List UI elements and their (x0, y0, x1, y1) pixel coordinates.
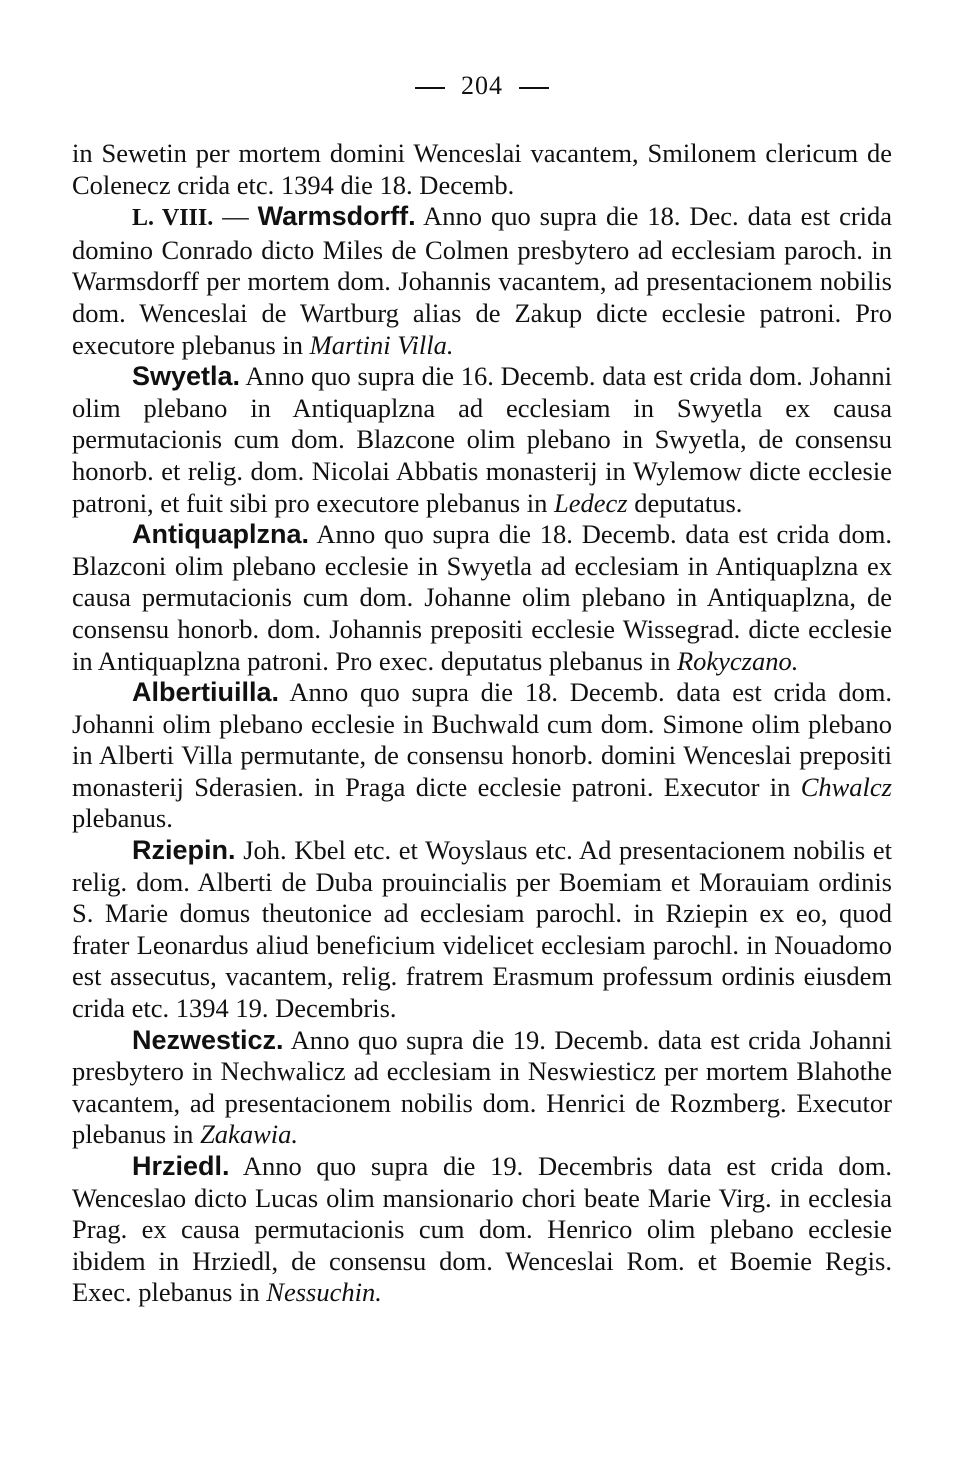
entry-antiquaplzna (72, 519, 892, 677)
entry-text: Anno quo supra die 18. Decemb. data est crida dom. Blazconi olim plebano ecclesie in Swyetla ad ecclesiam in Antiquaplzna ex causa permutacionis cum dom. Johanne olim plebano in Antiquaplzna, de consensu honorb. dom. Johannis prepositi ecclesie Wissegrad. dicte ecclesie in Antiquaplzna patroni. Pro exec. deputatus plebanus in (72, 519, 892, 676)
entry-place-italic: Rokyczano. (676, 645, 799, 676)
entry-nezwesticz (72, 1025, 892, 1151)
entry-heading: Rziepin. (132, 835, 236, 866)
entry-heading: Hrziedl. (132, 1151, 230, 1181)
entry-place-italic: Ledecz (554, 487, 628, 518)
entry-text: Anno quo supra die 18. Decemb. data est crida dom. Johanni olim plebano ecclesie in Buchwald cum dom. Simone olim plebano in Alberti Villa permutante, de consensu honorb. domini Wenceslai prepositi monasterij Sderasien. in Praga dicte ecclesie patroni. Executor in (72, 677, 892, 802)
entry-heading: Nezwesticz. (132, 1024, 284, 1055)
entry-swyetla (72, 361, 892, 519)
page-number-line (72, 70, 892, 102)
page-number-dash-right (519, 87, 549, 89)
paragraph-text: in Sewetin per mortem domini Wenceslai vacantem, Smilonem clericum de Colenecz crida etc. 1394 die 18. Decemb. (72, 138, 892, 200)
page-number-dash-left (415, 87, 445, 89)
entry-place-italic: Martini Villa. (309, 329, 454, 360)
entry-place-italic: Zakawia. (200, 1119, 298, 1150)
entry-place-italic: Nessuchin. (266, 1277, 382, 1308)
section-marker: L. VIII. (132, 205, 214, 232)
entry-heading: Warmsdorff. (257, 201, 416, 232)
page-number: 204 (461, 71, 503, 100)
document-page (72, 70, 892, 1309)
entry-text: Anno quo supra die 19. Decemb. data est crida Johanni presbytero in Nechwalicz ad ecclesiam in Neswiesticz per mortem Blahothe vacantem, ad presentacionem nobilis dom. Henrici de Rozmberg. Executor plebanus in (72, 1024, 893, 1150)
entry-heading: Albertiuilla. (132, 677, 280, 708)
entry-text-end: deputatus. (634, 487, 743, 518)
paragraph-continuation (72, 138, 892, 201)
entry-albertiuilla (72, 677, 892, 835)
entry-heading: Antiquaplzna. (132, 519, 309, 550)
entry-rziepin (72, 835, 892, 1025)
entry-hrziedl (72, 1151, 892, 1309)
entry-text: Joh. Kbel etc. et Woyslaus etc. Ad presentacionem nobilis et relig. dom. Alberti de Duba prouincialis per Boemiam et Morauiam ordinis S. Marie domus theutonice ad ecclesiam parochl. in Rziepin ex eo, quod frater Leonardus aliud beneficium videlicet ecclesiam parochl. in Nouadomo est assecutus, vacantem, relig. fratrem Erasmum professum ordinis eiusdem crida etc. 1394 19. Decembris. (72, 835, 892, 1024)
entry-text: Anno quo supra die 19. Decembris data est crida dom. Wenceslao dicto Lucas olim mansionario chori beate Marie Virg. in ecclesia Prag. ex causa permutacionis cum dom. Henrico olim plebano ecclesie ibidem in Hrziedl, de consensu dom. Wenceslai Rom. et Boemie Regis. Exec. plebanus in (72, 1151, 892, 1308)
entry-warmsdorff (72, 201, 892, 361)
entry-text: Anno quo supra die 18. Dec. data est crida domino Conrado dicto Miles de Colmen presbytero ad ecclesiam paroch. in Warmsdorff per mortem dom. Johannis vacantem, ad presentacionem nobilis dom. Wenceslai de Wartburg alias de Zakup dicte ecclesie patroni. Pro executore plebanus in (72, 201, 893, 360)
entry-place-italic: Chwalcz (800, 771, 892, 802)
entry-text: Anno quo supra die 16. Decemb. data est crida dom. Johanni olim plebano in Antiquaplzna ad ecclesiam in Swyetla ex causa permutacionis cum dom. Blazcone olim plebano in Swyetla, de consensu honorb. et relig. dom. Nicolai Abbatis monasterij in Wylemow dicte ecclesie patroni, et fuit sibi pro executore plebanus in (72, 361, 892, 518)
entry-text-end: plebanus. (72, 803, 173, 834)
section-dash: — (222, 201, 249, 232)
entry-heading: Swyetla. (132, 361, 241, 392)
